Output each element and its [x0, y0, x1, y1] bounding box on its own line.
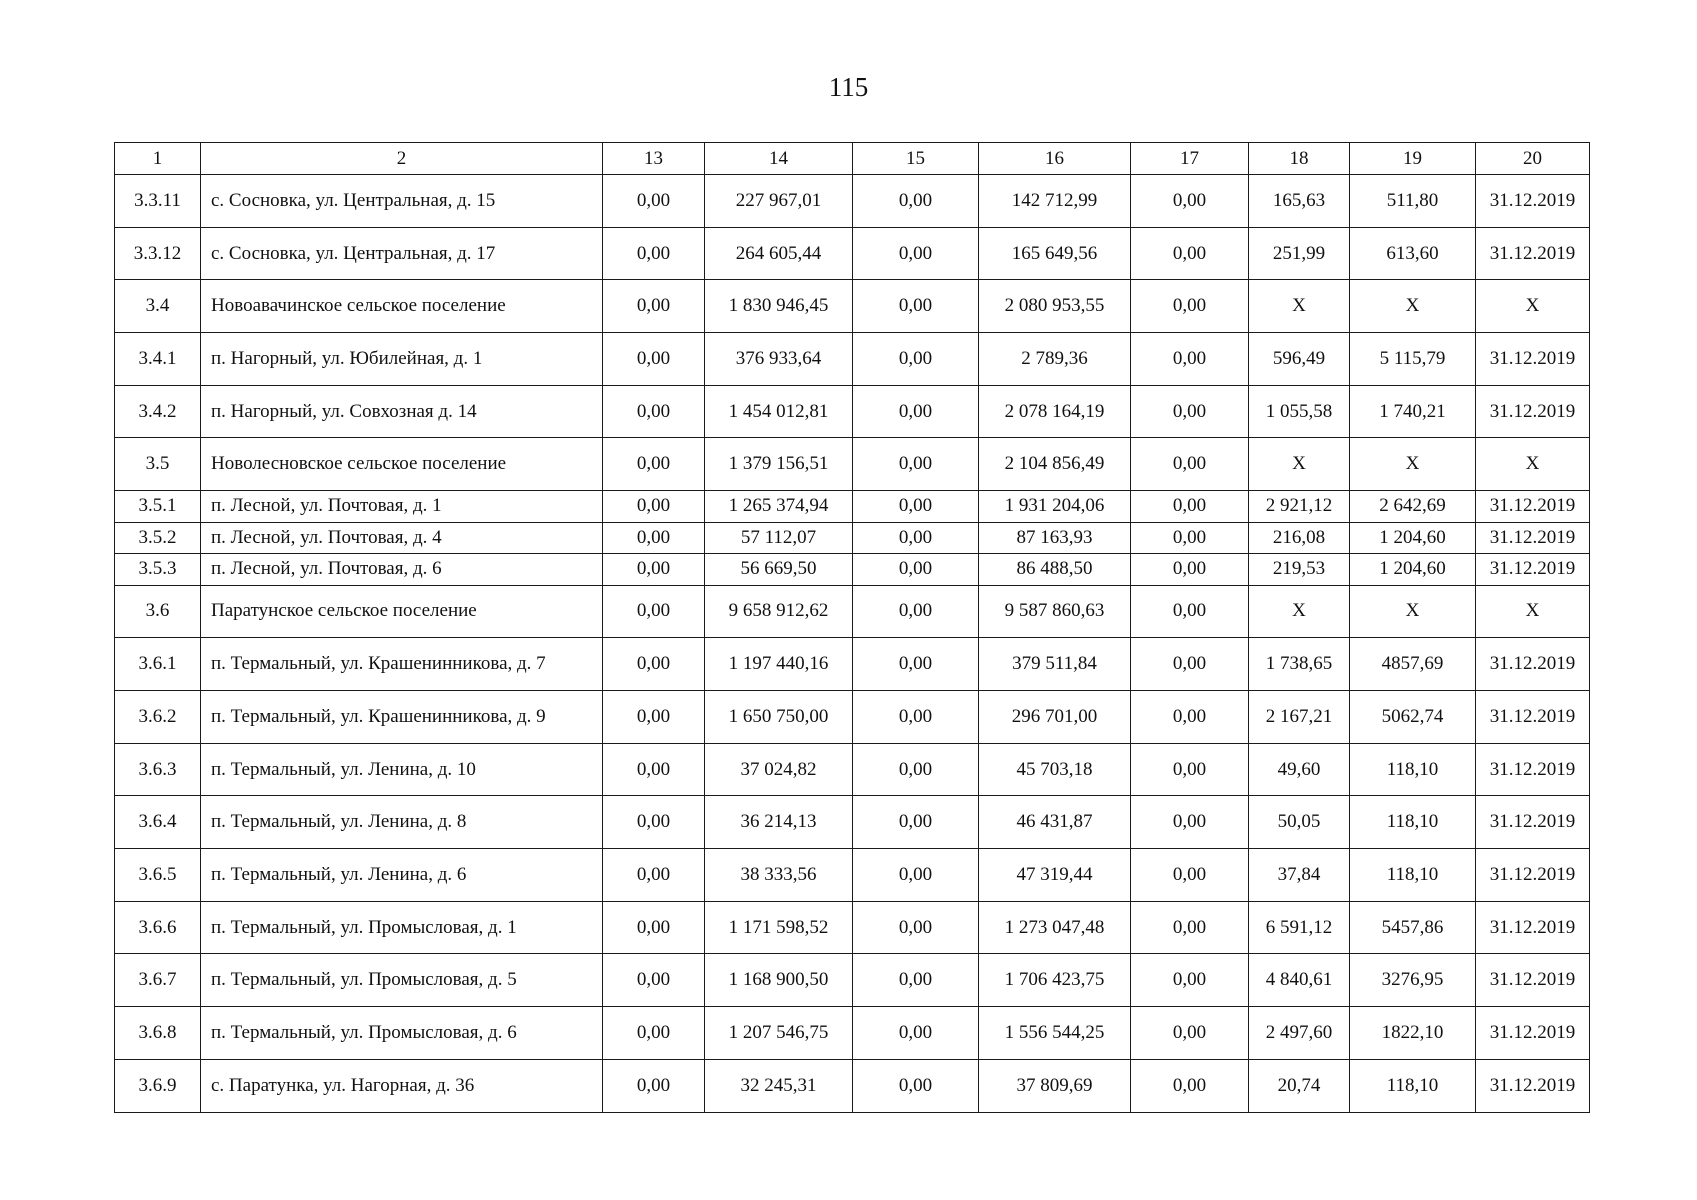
- value-cell: 0,00: [603, 1007, 705, 1060]
- value-cell: 0,00: [853, 954, 979, 1007]
- table-row: [115, 849, 1590, 902]
- row-number-cell: 3.5.2: [115, 522, 201, 554]
- row-number-cell: 3.6.8: [115, 1007, 201, 1060]
- value-cell: 2 104 856,49: [979, 438, 1131, 491]
- row-name-cell: п. Термальный, ул. Промысловая, д. 6: [201, 1007, 603, 1060]
- value-cell: X: [1350, 585, 1476, 638]
- table-row: [115, 333, 1590, 386]
- value-cell: 1 931 204,06: [979, 491, 1131, 523]
- value-cell: 0,00: [603, 227, 705, 280]
- value-cell: 0,00: [1131, 743, 1249, 796]
- row-number-cell: 3.5.3: [115, 554, 201, 586]
- row-name-cell: п. Нагорный, ул. Совхозная д. 14: [201, 385, 603, 438]
- value-cell: 0,00: [853, 691, 979, 744]
- column-header: 17: [1131, 143, 1249, 175]
- value-cell: 251,99: [1249, 227, 1350, 280]
- table-row: [115, 554, 1590, 586]
- value-cell: 0,00: [853, 585, 979, 638]
- value-cell: 2 642,69: [1350, 491, 1476, 523]
- value-cell: 1 168 900,50: [705, 954, 853, 1007]
- table-row: [115, 796, 1590, 849]
- value-cell: 219,53: [1249, 554, 1350, 586]
- value-cell: 5062,74: [1350, 691, 1476, 744]
- value-cell: 0,00: [853, 438, 979, 491]
- table-row: [115, 691, 1590, 744]
- row-name-cell: п. Лесной, ул. Почтовая, д. 1: [201, 491, 603, 523]
- row-name-cell: п. Термальный, ул. Промысловая, д. 5: [201, 954, 603, 1007]
- value-cell: 4857,69: [1350, 638, 1476, 691]
- value-cell: 0,00: [603, 849, 705, 902]
- row-name-cell: Паратунское сельское поселение: [201, 585, 603, 638]
- value-cell: 0,00: [1131, 491, 1249, 523]
- row-number-cell: 3.3.11: [115, 175, 201, 228]
- value-cell: X: [1249, 438, 1350, 491]
- row-name-cell: п. Термальный, ул. Ленина, д. 10: [201, 743, 603, 796]
- value-cell: 0,00: [1131, 280, 1249, 333]
- value-cell: 227 967,01: [705, 175, 853, 228]
- value-cell: 31.12.2019: [1476, 522, 1590, 554]
- row-number-cell: 3.6.9: [115, 1059, 201, 1112]
- value-cell: 1 454 012,81: [705, 385, 853, 438]
- value-cell: 87 163,93: [979, 522, 1131, 554]
- value-cell: 31.12.2019: [1476, 1007, 1590, 1060]
- table-row: [115, 522, 1590, 554]
- row-number-cell: 3.6.4: [115, 796, 201, 849]
- table-header-row: [115, 143, 1590, 175]
- row-name-cell: п. Термальный, ул. Ленина, д. 6: [201, 849, 603, 902]
- value-cell: 1 738,65: [1249, 638, 1350, 691]
- value-cell: 32 245,31: [705, 1059, 853, 1112]
- value-cell: 1 556 544,25: [979, 1007, 1131, 1060]
- value-cell: X: [1476, 585, 1590, 638]
- value-cell: 0,00: [853, 849, 979, 902]
- row-name-cell: с. Сосновка, ул. Центральная, д. 15: [201, 175, 603, 228]
- value-cell: 0,00: [603, 385, 705, 438]
- row-name-cell: п. Лесной, ул. Почтовая, д. 6: [201, 554, 603, 586]
- row-number-cell: 3.6: [115, 585, 201, 638]
- value-cell: 2 497,60: [1249, 1007, 1350, 1060]
- value-cell: 1 830 946,45: [705, 280, 853, 333]
- row-name-cell: п. Лесной, ул. Почтовая, д. 4: [201, 522, 603, 554]
- value-cell: 0,00: [1131, 849, 1249, 902]
- row-number-cell: 3.5.1: [115, 491, 201, 523]
- value-cell: 5457,86: [1350, 901, 1476, 954]
- table-row: [115, 175, 1590, 228]
- value-cell: 37 809,69: [979, 1059, 1131, 1112]
- value-cell: 31.12.2019: [1476, 954, 1590, 1007]
- value-cell: 0,00: [603, 796, 705, 849]
- value-cell: 9 587 860,63: [979, 585, 1131, 638]
- table-row: [115, 491, 1590, 523]
- row-name-cell: Новолесновское сельское поселение: [201, 438, 603, 491]
- value-cell: 165,63: [1249, 175, 1350, 228]
- value-cell: 49,60: [1249, 743, 1350, 796]
- column-header: 2: [201, 143, 603, 175]
- value-cell: 3276,95: [1350, 954, 1476, 1007]
- value-cell: 0,00: [853, 333, 979, 386]
- value-cell: 1 207 546,75: [705, 1007, 853, 1060]
- value-cell: 216,08: [1249, 522, 1350, 554]
- value-cell: 379 511,84: [979, 638, 1131, 691]
- value-cell: 20,74: [1249, 1059, 1350, 1112]
- value-cell: 0,00: [1131, 954, 1249, 1007]
- value-cell: 511,80: [1350, 175, 1476, 228]
- value-cell: 0,00: [1131, 1059, 1249, 1112]
- value-cell: 31.12.2019: [1476, 638, 1590, 691]
- value-cell: 0,00: [1131, 901, 1249, 954]
- value-cell: X: [1350, 438, 1476, 491]
- value-cell: 0,00: [603, 554, 705, 586]
- value-cell: 47 319,44: [979, 849, 1131, 902]
- value-cell: 1 273 047,48: [979, 901, 1131, 954]
- value-cell: 0,00: [1131, 554, 1249, 586]
- row-name-cell: с. Сосновка, ул. Центральная, д. 17: [201, 227, 603, 280]
- value-cell: 142 712,99: [979, 175, 1131, 228]
- value-cell: 31.12.2019: [1476, 901, 1590, 954]
- value-cell: 0,00: [1131, 522, 1249, 554]
- value-cell: 0,00: [603, 954, 705, 1007]
- column-header: 18: [1249, 143, 1350, 175]
- value-cell: 1 204,60: [1350, 554, 1476, 586]
- row-number-cell: 3.4.1: [115, 333, 201, 386]
- value-cell: 37,84: [1249, 849, 1350, 902]
- column-header: 13: [603, 143, 705, 175]
- value-cell: 1 055,58: [1249, 385, 1350, 438]
- value-cell: 0,00: [1131, 385, 1249, 438]
- value-cell: 0,00: [603, 1059, 705, 1112]
- value-cell: 0,00: [603, 743, 705, 796]
- value-cell: 165 649,56: [979, 227, 1131, 280]
- value-cell: 1 171 598,52: [705, 901, 853, 954]
- value-cell: X: [1476, 280, 1590, 333]
- value-cell: X: [1476, 438, 1590, 491]
- value-cell: 0,00: [1131, 796, 1249, 849]
- table-row: [115, 954, 1590, 1007]
- value-cell: 2 080 953,55: [979, 280, 1131, 333]
- value-cell: 296 701,00: [979, 691, 1131, 744]
- value-cell: 31.12.2019: [1476, 1059, 1590, 1112]
- value-cell: 118,10: [1350, 849, 1476, 902]
- value-cell: 31.12.2019: [1476, 385, 1590, 438]
- table-row: [115, 743, 1590, 796]
- row-name-cell: п. Нагорный, ул. Юбилейная, д. 1: [201, 333, 603, 386]
- value-cell: 596,49: [1249, 333, 1350, 386]
- value-cell: 376 933,64: [705, 333, 853, 386]
- row-name-cell: п. Термальный, ул. Ленина, д. 8: [201, 796, 603, 849]
- value-cell: 1 197 440,16: [705, 638, 853, 691]
- value-cell: 0,00: [1131, 333, 1249, 386]
- table-row: [115, 280, 1590, 333]
- value-cell: 45 703,18: [979, 743, 1131, 796]
- row-number-cell: 3.6.7: [115, 954, 201, 1007]
- value-cell: 46 431,87: [979, 796, 1131, 849]
- value-cell: 1 265 374,94: [705, 491, 853, 523]
- table-row: [115, 638, 1590, 691]
- value-cell: 0,00: [853, 554, 979, 586]
- value-cell: 86 488,50: [979, 554, 1131, 586]
- value-cell: 0,00: [1131, 175, 1249, 228]
- table-row: [115, 1059, 1590, 1112]
- value-cell: 0,00: [853, 1059, 979, 1112]
- column-header: 20: [1476, 143, 1590, 175]
- value-cell: 0,00: [603, 901, 705, 954]
- value-cell: 0,00: [603, 691, 705, 744]
- value-cell: 56 669,50: [705, 554, 853, 586]
- value-cell: 4 840,61: [1249, 954, 1350, 1007]
- value-cell: 0,00: [603, 585, 705, 638]
- row-number-cell: 3.3.12: [115, 227, 201, 280]
- row-number-cell: 3.5: [115, 438, 201, 491]
- value-cell: 50,05: [1249, 796, 1350, 849]
- value-cell: X: [1249, 280, 1350, 333]
- row-name-cell: п. Термальный, ул. Крашенинникова, д. 7: [201, 638, 603, 691]
- value-cell: 613,60: [1350, 227, 1476, 280]
- value-cell: 36 214,13: [705, 796, 853, 849]
- value-cell: 0,00: [1131, 691, 1249, 744]
- row-number-cell: 3.6.5: [115, 849, 201, 902]
- value-cell: 0,00: [1131, 227, 1249, 280]
- value-cell: 31.12.2019: [1476, 743, 1590, 796]
- value-cell: 31.12.2019: [1476, 227, 1590, 280]
- value-cell: 0,00: [853, 743, 979, 796]
- value-cell: 0,00: [853, 175, 979, 228]
- value-cell: 118,10: [1350, 1059, 1476, 1112]
- value-cell: 31.12.2019: [1476, 691, 1590, 744]
- value-cell: 118,10: [1350, 743, 1476, 796]
- value-cell: 0,00: [603, 438, 705, 491]
- value-cell: 5 115,79: [1350, 333, 1476, 386]
- value-cell: 0,00: [853, 796, 979, 849]
- value-cell: 0,00: [603, 280, 705, 333]
- value-cell: 0,00: [1131, 585, 1249, 638]
- page-number: 115: [828, 72, 869, 102]
- row-name-cell: с. Паратунка, ул. Нагорная, д. 36: [201, 1059, 603, 1112]
- value-cell: 2 078 164,19: [979, 385, 1131, 438]
- value-cell: 0,00: [603, 638, 705, 691]
- value-cell: 0,00: [853, 1007, 979, 1060]
- value-cell: 0,00: [603, 333, 705, 386]
- table-row: [115, 438, 1590, 491]
- value-cell: 0,00: [603, 175, 705, 228]
- row-name-cell: п. Термальный, ул. Крашенинникова, д. 9: [201, 691, 603, 744]
- column-header: 14: [705, 143, 853, 175]
- value-cell: 37 024,82: [705, 743, 853, 796]
- value-cell: 31.12.2019: [1476, 333, 1590, 386]
- value-cell: 0,00: [853, 491, 979, 523]
- value-cell: 0,00: [603, 491, 705, 523]
- value-cell: 9 658 912,62: [705, 585, 853, 638]
- value-cell: 1 706 423,75: [979, 954, 1131, 1007]
- table-body: [115, 175, 1590, 1113]
- row-number-cell: 3.6.6: [115, 901, 201, 954]
- column-header: 1: [115, 143, 201, 175]
- row-number-cell: 3.6.3: [115, 743, 201, 796]
- column-header: 19: [1350, 143, 1476, 175]
- value-cell: 0,00: [853, 901, 979, 954]
- value-cell: 0,00: [853, 522, 979, 554]
- value-cell: 31.12.2019: [1476, 175, 1590, 228]
- value-cell: 2 789,36: [979, 333, 1131, 386]
- data-table: [114, 142, 1590, 1113]
- column-header: 15: [853, 143, 979, 175]
- value-cell: 1 204,60: [1350, 522, 1476, 554]
- value-cell: 0,00: [853, 638, 979, 691]
- value-cell: 1 379 156,51: [705, 438, 853, 491]
- value-cell: 31.12.2019: [1476, 849, 1590, 902]
- table-row: [115, 227, 1590, 280]
- row-name-cell: п. Термальный, ул. Промысловая, д. 1: [201, 901, 603, 954]
- value-cell: 264 605,44: [705, 227, 853, 280]
- table-row: [115, 585, 1590, 638]
- value-cell: 31.12.2019: [1476, 554, 1590, 586]
- value-cell: 1822,10: [1350, 1007, 1476, 1060]
- row-number-cell: 3.6.2: [115, 691, 201, 744]
- value-cell: 1 650 750,00: [705, 691, 853, 744]
- value-cell: 2 167,21: [1249, 691, 1350, 744]
- value-cell: 0,00: [853, 280, 979, 333]
- value-cell: X: [1350, 280, 1476, 333]
- column-header: 16: [979, 143, 1131, 175]
- value-cell: 31.12.2019: [1476, 796, 1590, 849]
- value-cell: 1 740,21: [1350, 385, 1476, 438]
- value-cell: 0,00: [1131, 1007, 1249, 1060]
- value-cell: 2 921,12: [1249, 491, 1350, 523]
- value-cell: 118,10: [1350, 796, 1476, 849]
- value-cell: 6 591,12: [1249, 901, 1350, 954]
- value-cell: 0,00: [853, 227, 979, 280]
- value-cell: 0,00: [1131, 638, 1249, 691]
- value-cell: 31.12.2019: [1476, 491, 1590, 523]
- value-cell: 0,00: [603, 522, 705, 554]
- value-cell: X: [1249, 585, 1350, 638]
- value-cell: 38 333,56: [705, 849, 853, 902]
- table-row: [115, 385, 1590, 438]
- row-name-cell: Новоавачинское сельское поселение: [201, 280, 603, 333]
- row-number-cell: 3.4: [115, 280, 201, 333]
- row-number-cell: 3.6.1: [115, 638, 201, 691]
- value-cell: 0,00: [1131, 438, 1249, 491]
- value-cell: 0,00: [853, 385, 979, 438]
- table-row: [115, 901, 1590, 954]
- row-number-cell: 3.4.2: [115, 385, 201, 438]
- table-row: [115, 1007, 1590, 1060]
- value-cell: 57 112,07: [705, 522, 853, 554]
